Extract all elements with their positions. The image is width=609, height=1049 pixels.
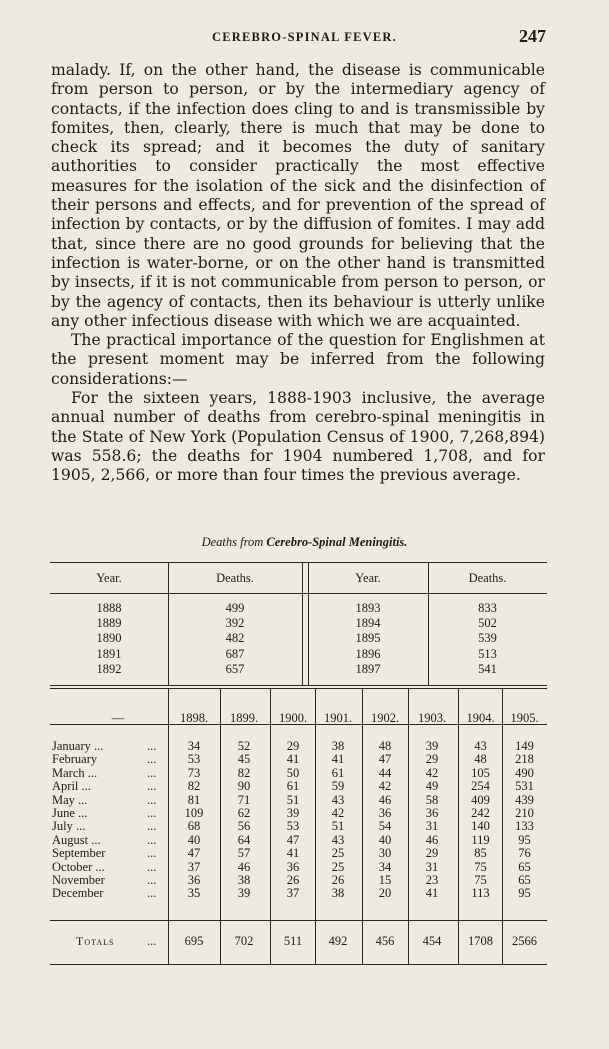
month-label: January ... [52, 739, 104, 753]
table1-cell: 539 [478, 631, 497, 646]
table2-cell: 46 [237, 859, 251, 874]
table2-cell: 65 [518, 872, 531, 887]
table2-cell: 56 [237, 819, 251, 834]
table2-cell: 38 [237, 872, 251, 887]
table2-cell: 41 [286, 752, 300, 767]
table1-header-year: Year. [355, 571, 381, 585]
year-column [170, 740, 218, 901]
table2-cell: 64 [237, 832, 251, 847]
table2-cell: 61 [286, 779, 300, 794]
year-header: 1901. [323, 711, 353, 725]
table2-cell: 61 [331, 765, 345, 780]
table2-cell: 38 [331, 886, 345, 901]
table2-cell: 36 [378, 805, 392, 820]
table2-cell: 34 [187, 739, 201, 753]
table2-cell: 39 [425, 739, 439, 753]
year-column [220, 740, 268, 901]
month-label: July ... [52, 819, 86, 834]
table1-cell: 1888 [96, 601, 122, 615]
table2-cell: 45 [237, 752, 251, 767]
table2-cell: 43 [331, 792, 345, 807]
table2-cell: 57 [237, 846, 251, 861]
table2-cell: 58 [425, 792, 439, 807]
total-cell: 454 [422, 934, 442, 948]
leader-dots: ... [147, 846, 157, 861]
month-label: November [52, 872, 105, 887]
table2-cell: 47 [187, 846, 201, 861]
page-number: 247 [519, 26, 546, 46]
table1-cell: 541 [478, 661, 497, 676]
year-header: 1899. [229, 711, 259, 725]
total-cell: 456 [375, 934, 395, 948]
table1-cell: 482 [225, 631, 245, 646]
table2-bottom-rule [50, 964, 547, 965]
total-cell: 702 [234, 934, 254, 948]
leader-dots: ... [147, 765, 157, 780]
table2-cell: 53 [286, 819, 300, 834]
table2-cell: 39 [286, 805, 300, 820]
table2-cell: 95 [518, 886, 531, 901]
table2-leader-dots [147, 740, 156, 901]
table2-cell: 90 [237, 779, 251, 794]
month-label: April ... [52, 779, 91, 794]
year-column [502, 740, 547, 901]
table2-cell: 68 [187, 819, 201, 834]
table2-cell: 49 [425, 779, 439, 794]
table1-cell: 833 [478, 601, 497, 615]
table1-divider [302, 563, 303, 685]
table2-cell: 46 [378, 792, 392, 807]
totals-label: Totals [76, 934, 115, 948]
table2-top-rule [50, 688, 547, 689]
running-head [0, 26, 609, 50]
table2-cell: 15 [378, 872, 392, 887]
total-cell: 1708 [468, 934, 493, 948]
table2-cell: 140 [471, 819, 490, 834]
total-cell: 511 [283, 934, 303, 948]
year-header: 1902. [370, 711, 400, 725]
table2-month-labels [52, 740, 105, 901]
table2-cell: 76 [518, 846, 531, 861]
leader-dots: ... [147, 752, 157, 767]
table2-cell: 71 [237, 792, 251, 807]
table2-cell: 37 [286, 886, 300, 901]
leader-dots: ... [147, 832, 157, 847]
table1-header-rule [50, 593, 547, 594]
paragraph-2: The practical importance of the question for Englishmen at the present moment may be inferred from the following considerations:— [51, 331, 545, 388]
table2-cell: 46 [425, 832, 439, 847]
table1-cell: 657 [225, 661, 245, 676]
table2-cell: 218 [515, 752, 534, 767]
table2-cell: 54 [378, 819, 392, 834]
table1-cell: 1892 [96, 661, 122, 676]
table2-cell: 37 [187, 859, 201, 874]
monthly-deaths-table [50, 688, 547, 965]
table2-cell: 53 [187, 752, 201, 767]
table1-cell: 1895 [355, 631, 381, 646]
leader-dots: ... [147, 859, 157, 874]
running-head-title: CEREBRO-SPINAL FEVER. [212, 30, 397, 44]
total-cell: 695 [184, 934, 204, 948]
table2-cell: 25 [331, 859, 345, 874]
table2-cell: 20 [378, 886, 392, 901]
table1-cell: 1896 [355, 646, 381, 661]
leader-dots: ... [147, 873, 157, 888]
table2-cell: 133 [515, 819, 534, 834]
year-column [458, 740, 503, 901]
year-header: 1898. [179, 711, 209, 725]
table2-cell: 51 [331, 819, 345, 834]
table1-cell: 499 [225, 601, 245, 615]
table2-cell: 41 [286, 846, 300, 861]
table2-cell: 62 [237, 805, 251, 820]
table-caption [0, 535, 609, 550]
table2-cell: 34 [378, 859, 392, 874]
month-label: June ... [52, 805, 88, 820]
month-label: March ... [52, 765, 98, 780]
table2-cell: 42 [425, 765, 439, 780]
table2-cell: 242 [471, 805, 490, 820]
table1-cell: 1894 [355, 616, 381, 631]
table2-cell: 26 [331, 872, 345, 887]
leader-dots: ... [147, 886, 157, 901]
table2-cell: 109 [184, 805, 204, 820]
table1-header-year: Year. [96, 571, 122, 585]
table1-years-right [308, 601, 428, 677]
table1-cell: 1893 [355, 601, 381, 615]
table2-cell: 38 [331, 739, 345, 753]
table2-cell: 35 [187, 886, 201, 901]
table2-cell: 113 [471, 886, 490, 901]
total-cell: 492 [328, 934, 348, 948]
caption-bold: Cerebro-Spinal Meningitis. [266, 535, 408, 549]
leader-dots: ... [147, 806, 157, 821]
table2-cell: 149 [515, 739, 534, 753]
table2-cell: 43 [474, 739, 487, 753]
year-column [270, 740, 316, 901]
table2-cell: 36 [286, 859, 300, 874]
leader-dots: ... [147, 739, 157, 753]
year-column [362, 740, 408, 901]
leader-dots: ... [147, 792, 157, 807]
table2-cell: 119 [471, 832, 490, 847]
table1-header-deaths: Deaths. [216, 571, 254, 585]
table2-cell: 29 [286, 739, 300, 753]
table2-cell: 40 [187, 832, 201, 847]
table2-cell: 48 [378, 739, 392, 753]
table1-cell: 1889 [96, 616, 122, 631]
table1-cell: 513 [478, 646, 497, 661]
table2-cell: 41 [425, 886, 439, 901]
table2-cell: 47 [378, 752, 392, 767]
table2-cell: 254 [471, 779, 490, 794]
month-label: September [52, 846, 106, 861]
table2-cell: 105 [471, 765, 490, 780]
table2-cell: 41 [331, 752, 345, 767]
table2-cell: 48 [474, 752, 487, 767]
year-header: 1900. [278, 711, 308, 725]
table1-cell: 1890 [96, 631, 122, 646]
year-header: 1904. [466, 711, 495, 725]
table2-cell: 36 [425, 805, 439, 820]
table2-cell: 81 [187, 792, 201, 807]
table1-cell: 1897 [355, 661, 381, 676]
year-header: 1903. [417, 711, 447, 725]
caption-prefix: Deaths from [201, 535, 267, 549]
table2-cell: 29 [425, 846, 439, 861]
month-label: December [52, 886, 104, 901]
table1-cell: 1891 [96, 646, 122, 661]
total-cell: 2566 [512, 934, 537, 948]
table1-cell: 687 [225, 646, 245, 661]
table2-cell: 47 [286, 832, 300, 847]
month-label: February [52, 752, 98, 767]
table2-cell: 40 [378, 832, 392, 847]
paragraph-3: For the sixteen years, 1888-1903 inclusive, the average annual number of deaths from cerebro-spinal meningitis in the State of New York (Population Census of 1900, 7,268,894) was 558.6; the deaths for 1904 numbered 1,708, and for 1905, 2,566, or more than four times the previous average. [51, 389, 545, 485]
table2-cell: 85 [474, 846, 487, 861]
table2-cell: 50 [286, 765, 300, 780]
table2-cell: 531 [515, 779, 534, 794]
table1-deaths-left [168, 601, 302, 677]
table2-cell: 490 [515, 765, 534, 780]
table1-deaths-right [428, 601, 547, 677]
year-header: 1905. [510, 711, 539, 725]
annual-deaths-table [50, 562, 547, 686]
table2-cell: 30 [378, 846, 392, 861]
month-label: May ... [52, 792, 88, 807]
table1-cell: 392 [225, 616, 245, 631]
table2-divider [168, 688, 169, 964]
year-column [408, 740, 456, 901]
year-column [315, 740, 361, 901]
leader-dots: ... [147, 779, 157, 794]
paragraph-1: malady. If, on the other hand, the disease is communicable from person to person, or by the intermediary agency of contacts, if the infection does cling to and is transmissible by fomites, then, clearly, there is much that may be done to check its spread; and it becomes the duty of sanitary authorities to consider practically the most effective measures for the isolation of the sick and the disinfection of their persons and effects, and for prevention of the spread of infection by contacts, or by the diffusion of fomites. I may add that, since there are no good grounds for believing that the infection is water-borne, or on the other hand is transmitted by insects, if it is not communicable from person to person, or by the agency of contacts, then its behaviour is utterly unlike any other infectious disease with which we are acquainted. [51, 61, 545, 330]
table2-cell: 44 [378, 765, 392, 780]
table2-cell: 95 [518, 832, 531, 847]
table2-cell: 65 [518, 859, 531, 874]
table2-cell: 59 [331, 779, 345, 794]
table2-cell: 43 [331, 832, 345, 847]
table2-cell: 42 [331, 805, 345, 820]
totals-leader-dots: ... [147, 934, 157, 948]
table2-cell: 409 [471, 792, 490, 807]
table2-cell: 75 [474, 872, 487, 887]
table2-totals-rule [50, 920, 547, 921]
table2-cell: 39 [237, 886, 251, 901]
table2-cell: 31 [425, 819, 439, 834]
table2-cell: 23 [425, 872, 439, 887]
table2-cell: 25 [331, 846, 345, 861]
table2-cell: 82 [237, 765, 251, 780]
table1-header-deaths: Deaths. [468, 571, 507, 585]
table2-cell: 52 [237, 739, 251, 753]
table2-cell: 75 [474, 859, 487, 874]
table2-cell: 439 [515, 792, 534, 807]
month-label: October ... [52, 859, 105, 874]
table2-cell: 210 [515, 805, 534, 820]
table2-cell: 42 [378, 779, 392, 794]
table1-years-left [50, 601, 168, 677]
body-text [51, 61, 545, 486]
table2-cell: 36 [187, 872, 201, 887]
table2-cell: 29 [425, 752, 439, 767]
table2-corner: — [111, 711, 125, 725]
month-label: August ... [52, 832, 101, 847]
table2-cell: 73 [187, 765, 201, 780]
table2-cell: 51 [286, 792, 300, 807]
table2-cell: 31 [425, 859, 439, 874]
table1-cell: 502 [478, 616, 497, 631]
leader-dots: ... [147, 819, 157, 834]
table2-cell: 26 [286, 872, 300, 887]
table2-cell: 82 [187, 779, 201, 794]
